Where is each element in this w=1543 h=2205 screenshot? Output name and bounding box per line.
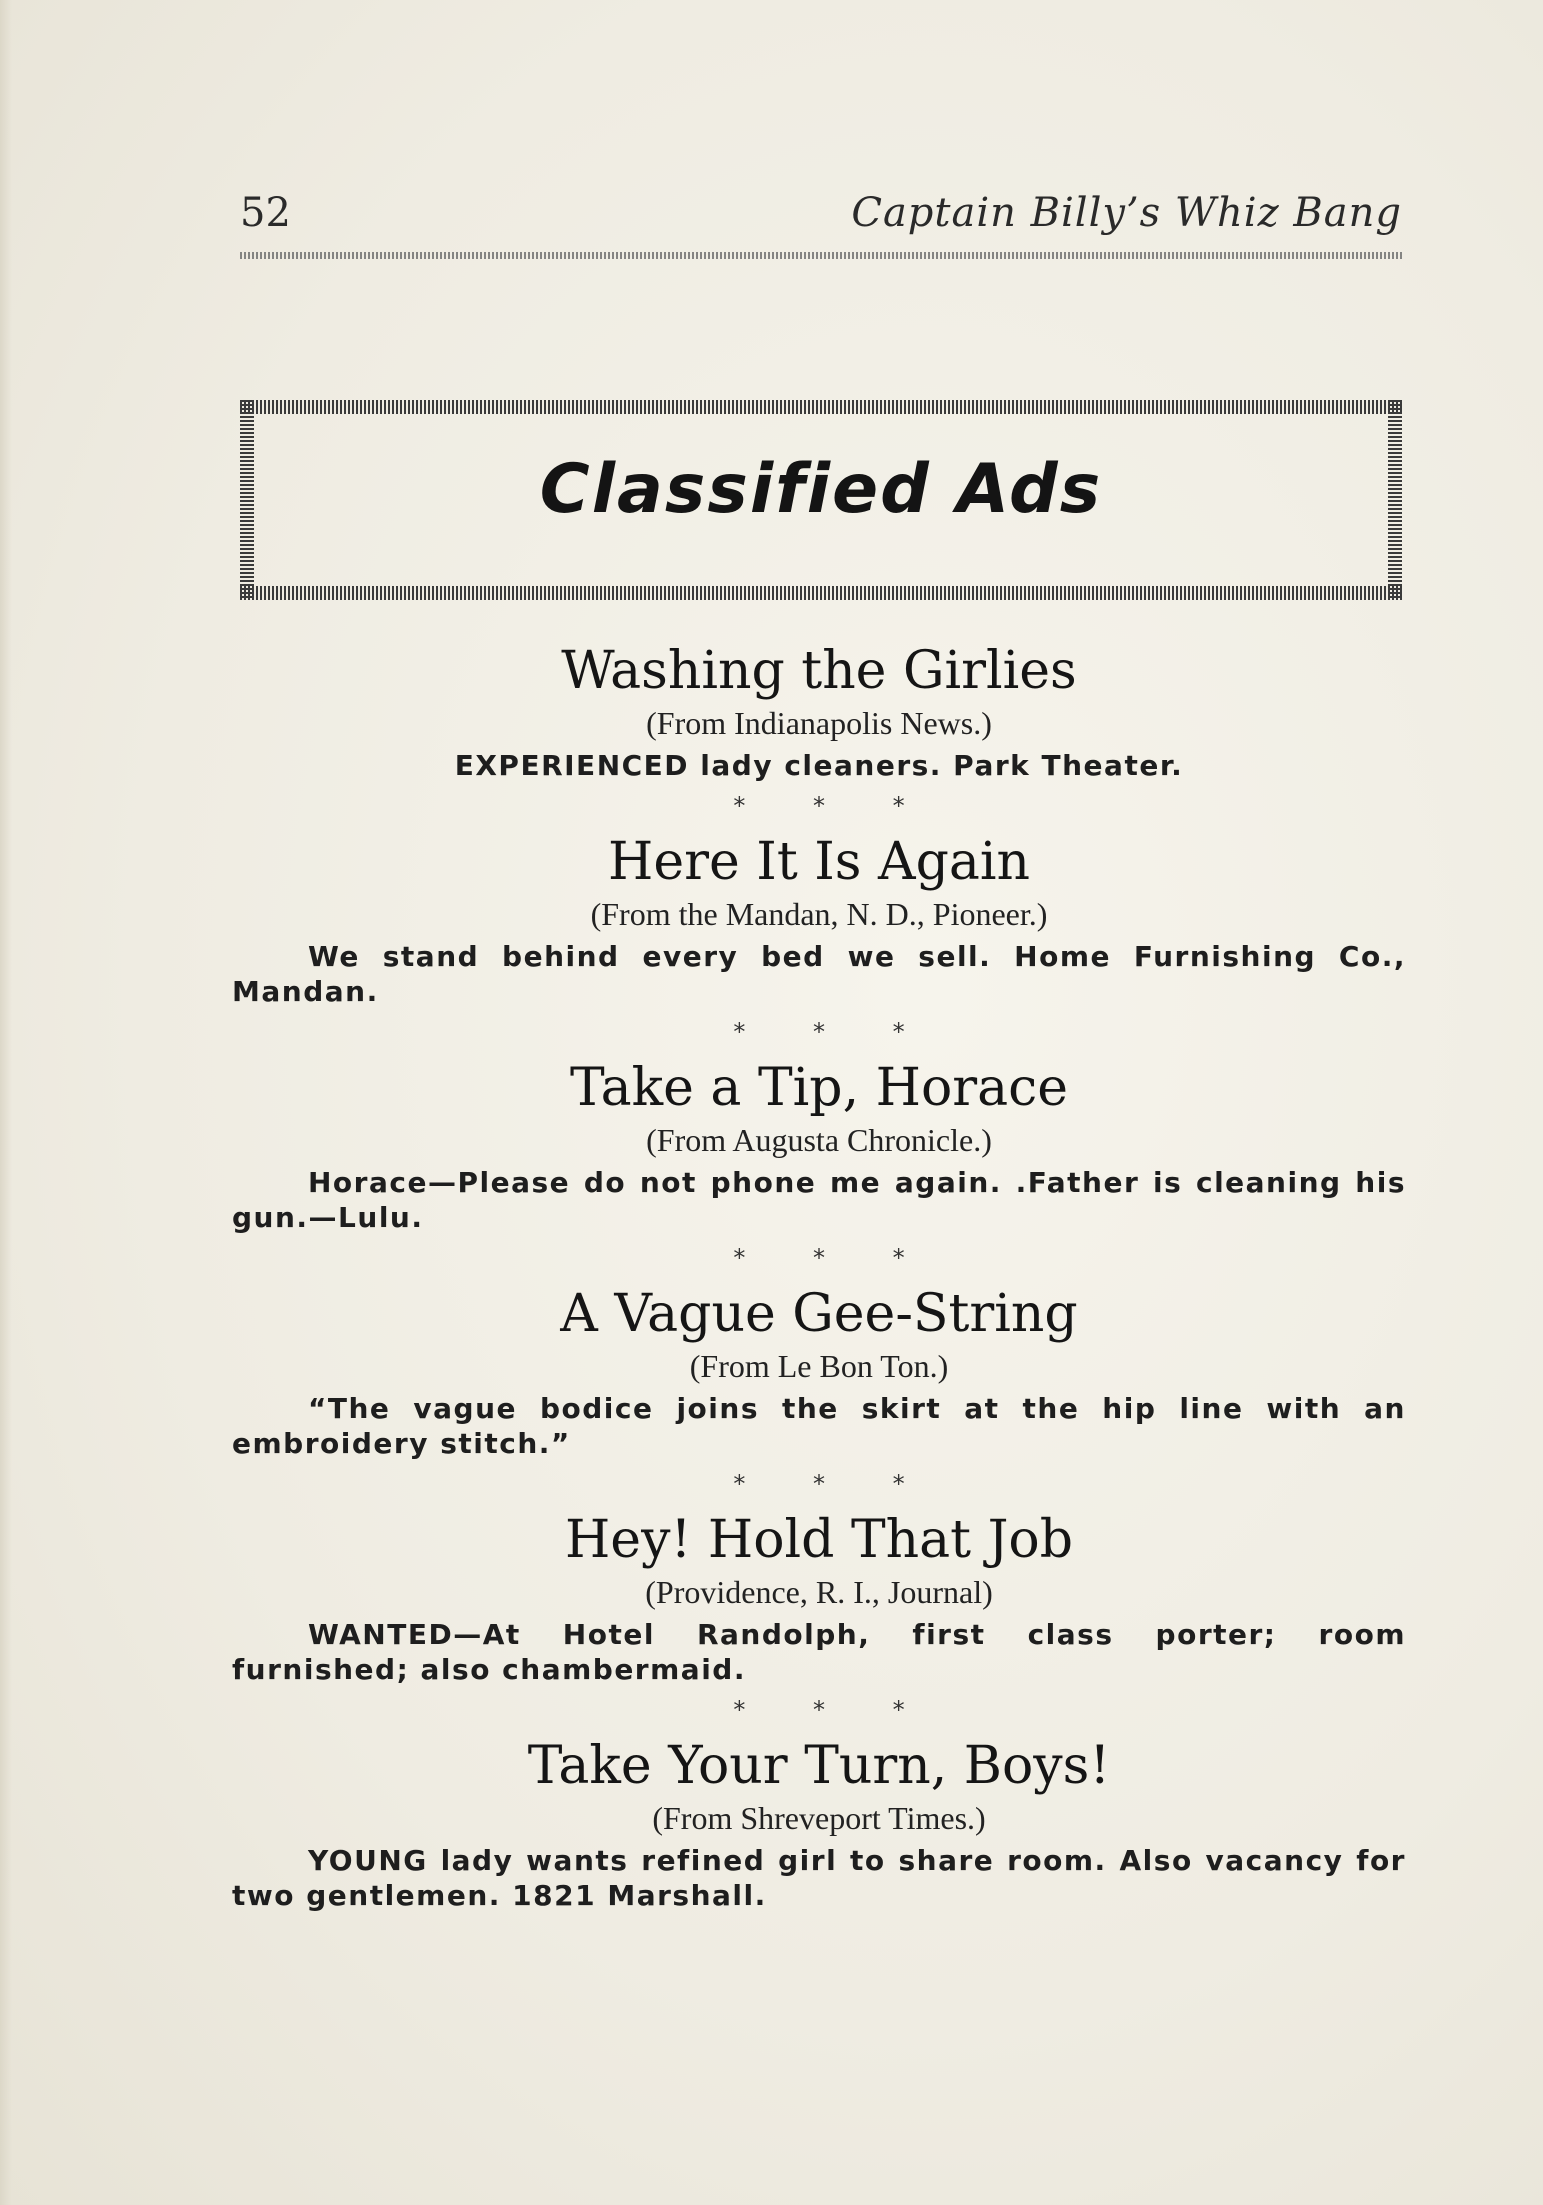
page-edge-shadow: [0, 0, 12, 2205]
ad-source: (From Indianapolis News.): [646, 705, 992, 741]
asterism-separator: * * *: [733, 1244, 905, 1272]
asterism-separator: * * *: [733, 1696, 905, 1724]
section-title: Classified Ads: [539, 450, 1103, 529]
ad-item: [232, 1509, 1406, 1687]
page-number: 52: [240, 190, 291, 236]
ad-item: [232, 640, 1406, 783]
ad-item: [232, 831, 1406, 1009]
box-border-bottom: [240, 586, 1402, 600]
ad-item: [232, 1735, 1406, 1913]
header-rule: [240, 252, 1402, 259]
ad-source: (From the Mandan, N. D., Pioneer.): [590, 896, 1048, 932]
ad-item: [232, 1057, 1406, 1235]
ad-body: We stand behind every bed we sell. Home Furnishing Co., Mandan.: [232, 940, 1406, 1008]
box-border-top: [240, 400, 1402, 414]
ad-headline: A Vague Gee-String: [560, 1284, 1078, 1344]
ad-headline: Hey! Hold That Job: [564, 1510, 1074, 1570]
ad-body: YOUNG lady wants refined girl to share room. Also vacancy for two gentlemen. 1821 Marshall.: [232, 1844, 1406, 1912]
asterism-separator: * * *: [733, 1018, 905, 1046]
ad-source: (Providence, R. I., Journal): [645, 1574, 993, 1610]
ad-headline: Take Your Turn, Boys!: [527, 1736, 1111, 1796]
ad-body: Horace—Please do not phone me again. .Father is cleaning his gun.—Lulu.: [232, 1166, 1406, 1234]
classified-ads-list: [232, 640, 1406, 1913]
ad-body: EXPERIENCED lady cleaners. Park Theater.: [454, 749, 1184, 782]
ad-headline: Take a Tip, Horace: [569, 1058, 1069, 1118]
ad-body: WANTED—At Hotel Randolph, first class porter; room furnished; also chambermaid.: [232, 1618, 1406, 1686]
asterism-separator: * * *: [733, 1470, 905, 1498]
ad-source: (From Shreveport Times.): [652, 1800, 986, 1836]
ad-body: “The vague bodice joins the skirt at the hip line with an embroidery stitch.”: [232, 1392, 1406, 1460]
running-title: Captain Billy’s Whiz Bang: [851, 190, 1402, 236]
ad-source: (From Le Bon Ton.): [689, 1348, 949, 1384]
running-head: [240, 190, 1402, 250]
section-title-box: [240, 400, 1402, 600]
asterism-separator: * * *: [733, 792, 905, 820]
ad-source: (From Augusta Chronicle.): [646, 1122, 992, 1158]
ad-item: [232, 1283, 1406, 1461]
ad-headline: Washing the Girlies: [561, 641, 1077, 701]
ad-headline: Here It Is Again: [608, 832, 1030, 892]
